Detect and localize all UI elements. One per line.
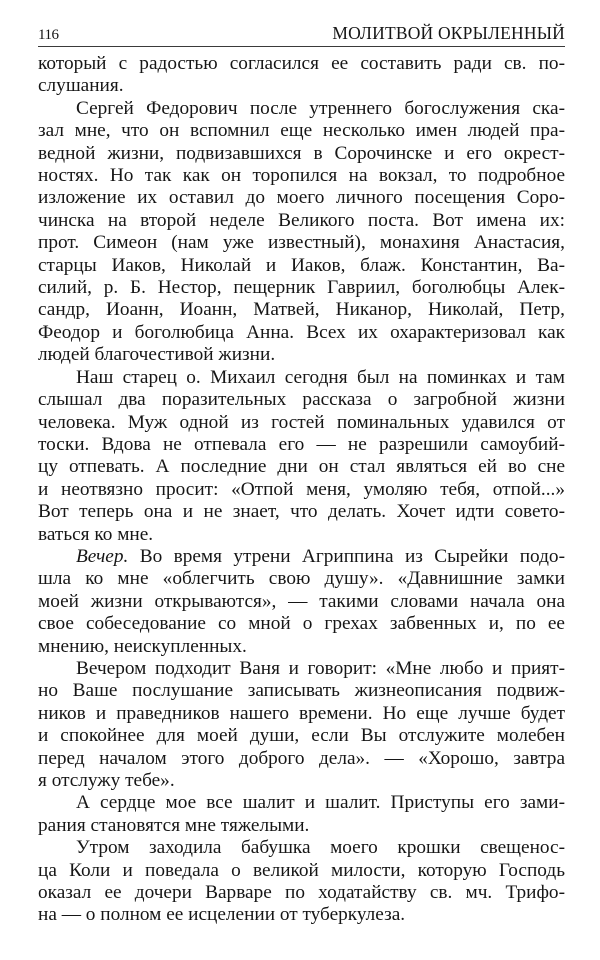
text-line: рания становятся мне тяжелыми. bbox=[38, 814, 310, 836]
text-line: сандр, Иоанн, Иоанн, Матвей, Никанор, Николай, Петр, bbox=[38, 299, 565, 321]
text-line: прот. Симеон (нам уже известный), монахиня Анастасия, bbox=[38, 232, 565, 254]
text-line: но Ваше послушание записывать жизнеописания подвиж- bbox=[38, 680, 565, 702]
text-line: цу отпевать. А последние дни он стал являться ей во сне bbox=[38, 456, 565, 478]
text-line: ностях. Но так как он торопился на вокзал, то подробное bbox=[38, 165, 565, 187]
page-number: 116 bbox=[38, 27, 59, 43]
text-line: А сердце мое все шалит и шалит. Приступы его зами- bbox=[76, 792, 565, 814]
text-line: который с радостью согласился ее составить ради св. по- bbox=[38, 53, 565, 74]
text-line: изложение их оставил до моего личного посещения Соро- bbox=[38, 187, 565, 209]
text-line: свое собеседование со мной о грехах забвенных и, по ее bbox=[38, 613, 565, 635]
text-line: слышал два поразительных рассказа о загробной жизни bbox=[38, 389, 565, 411]
text-line: и неотвязно просит: «Отпой меня, умоляю тебя, отпой...» bbox=[38, 478, 565, 500]
body-text bbox=[38, 53, 565, 927]
paragraph bbox=[38, 837, 565, 927]
book-page bbox=[38, 18, 565, 927]
running-head bbox=[38, 18, 565, 47]
paragraph bbox=[38, 98, 565, 367]
text-line: слушания. bbox=[38, 75, 124, 97]
paragraph bbox=[38, 658, 565, 792]
text-line: Утром заходила бабушка моего крошки свещенос- bbox=[76, 837, 565, 859]
text-line: ведной жизни, подвизавшихся в Сорочинске и его окрест- bbox=[38, 142, 565, 164]
paragraph bbox=[38, 367, 565, 546]
text-run: Во время утрени Агриппина из Сырейки подо- bbox=[128, 545, 565, 567]
text-line: я отслужу тебе». bbox=[38, 770, 175, 791]
text-line: моей жизни открываются», — такими словами начала она bbox=[38, 590, 565, 612]
text-line: старцы Иаков, Николай и Иаков, блаж. Константин, Ва- bbox=[38, 254, 565, 276]
text-line: мнению, неискупленных. bbox=[38, 635, 247, 657]
text-line: ников и праведников нашего времени. Но еще лучше будет bbox=[38, 702, 565, 724]
text-line: Сергей Федорович после утреннего богослужения ска- bbox=[76, 97, 565, 119]
text-line: перед началом этого доброго дела». — «Хорошо, завтра bbox=[38, 747, 565, 769]
text-line: чинска на второй неделе Великого поста. Вот имена их: bbox=[38, 209, 565, 231]
text-line bbox=[38, 546, 565, 568]
text-line: человека. Муж одной из гостей поминальных удавился от bbox=[38, 411, 565, 433]
paragraph bbox=[38, 53, 565, 98]
text-line: и спокойнее для моей души, если Вы отслужите молебен bbox=[38, 725, 565, 747]
text-line: шла ко мне «облегчить свою душу». «Давнишние замки bbox=[38, 568, 565, 590]
running-title: МОЛИТВОЙ ОКРЫЛЕННЫЙ bbox=[332, 23, 565, 43]
paragraph bbox=[38, 546, 565, 658]
text-line: оказал ее дочери Варваре по ходатайству св. мч. Трифо- bbox=[38, 882, 565, 904]
paragraph bbox=[38, 792, 565, 837]
text-line: Феодор и боголюбица Анна. Всех их охарактеризовал как bbox=[38, 321, 565, 343]
text-line: на — о полном ее исцелении от туберкулеза. bbox=[38, 904, 406, 926]
text-line: тоски. Вдова не отпевала его — не разрешили самоубий- bbox=[38, 433, 565, 455]
text-line: ваться ко мне. bbox=[38, 523, 154, 545]
text-line: Вечером подходит Ваня и говорит: «Мне любо и прият- bbox=[76, 657, 565, 679]
text-line: ца Коли и поведала о великой милости, которую Господь bbox=[38, 859, 565, 881]
text-line: людей благочестивой жизни. bbox=[38, 344, 276, 366]
italic-lead-word: Вечер. bbox=[76, 545, 129, 567]
text-line: Наш старец о. Михаил сегодня был на поминках и там bbox=[76, 366, 565, 388]
text-line: силий, р. Б. Нестор, пещерник Гавриил, боголюбцы Алек- bbox=[38, 277, 565, 299]
text-line: Вот теперь она и не знает, что делать. Хочет идти советo- bbox=[38, 501, 565, 523]
text-line: зал мне, что он вспомнил еще несколько имен людей пра- bbox=[38, 120, 565, 142]
